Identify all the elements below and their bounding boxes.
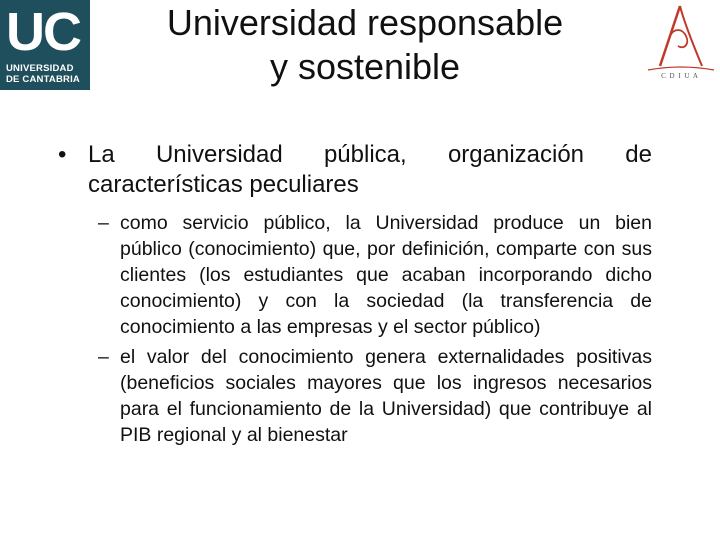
bullet-marker: • bbox=[58, 141, 67, 168]
slide-body bbox=[58, 140, 652, 448]
sub-bullet-text: el valor del conocimiento genera externalidades positivas (beneficios sociales mayores que los ingresos necesarios para el funcionamiento de la Universidad) que contribuye al PIB regional y al bienestar bbox=[120, 346, 652, 446]
uc-logo-monogram: UC bbox=[6, 2, 80, 62]
sub-bullet-item bbox=[98, 344, 652, 448]
uc-logo bbox=[0, 0, 90, 90]
bullet-item bbox=[58, 140, 652, 200]
slide-title bbox=[100, 1, 630, 89]
cdiua-logo bbox=[640, 2, 720, 82]
sub-bullet-item bbox=[98, 210, 652, 340]
cdiua-logo-mark bbox=[640, 2, 720, 82]
sub-bullet-text: como servicio público, la Universidad produce un bien público (conocimiento) que, por definición, comparte con sus clientes (los estudiantes que acaban incorporando dicho conocimiento) y con la sociedad (la transferencia de conocimiento a las empresas y el sector público) bbox=[120, 212, 652, 338]
slide-title-line2: y sostenible bbox=[269, 46, 461, 87]
uc-logo-line2: DE CANTABRIA bbox=[6, 74, 80, 85]
cdiua-logo-text: C D I U A bbox=[661, 72, 699, 80]
slide-title-line1: Universidad responsable bbox=[166, 2, 564, 43]
uc-logo-line1: UNIVERSIDAD bbox=[6, 63, 74, 74]
sub-bullet-marker: – bbox=[98, 212, 109, 234]
bullet-text: La Universidad pública, organización de características peculiares bbox=[88, 141, 652, 198]
sub-bullet-marker: – bbox=[98, 346, 109, 368]
